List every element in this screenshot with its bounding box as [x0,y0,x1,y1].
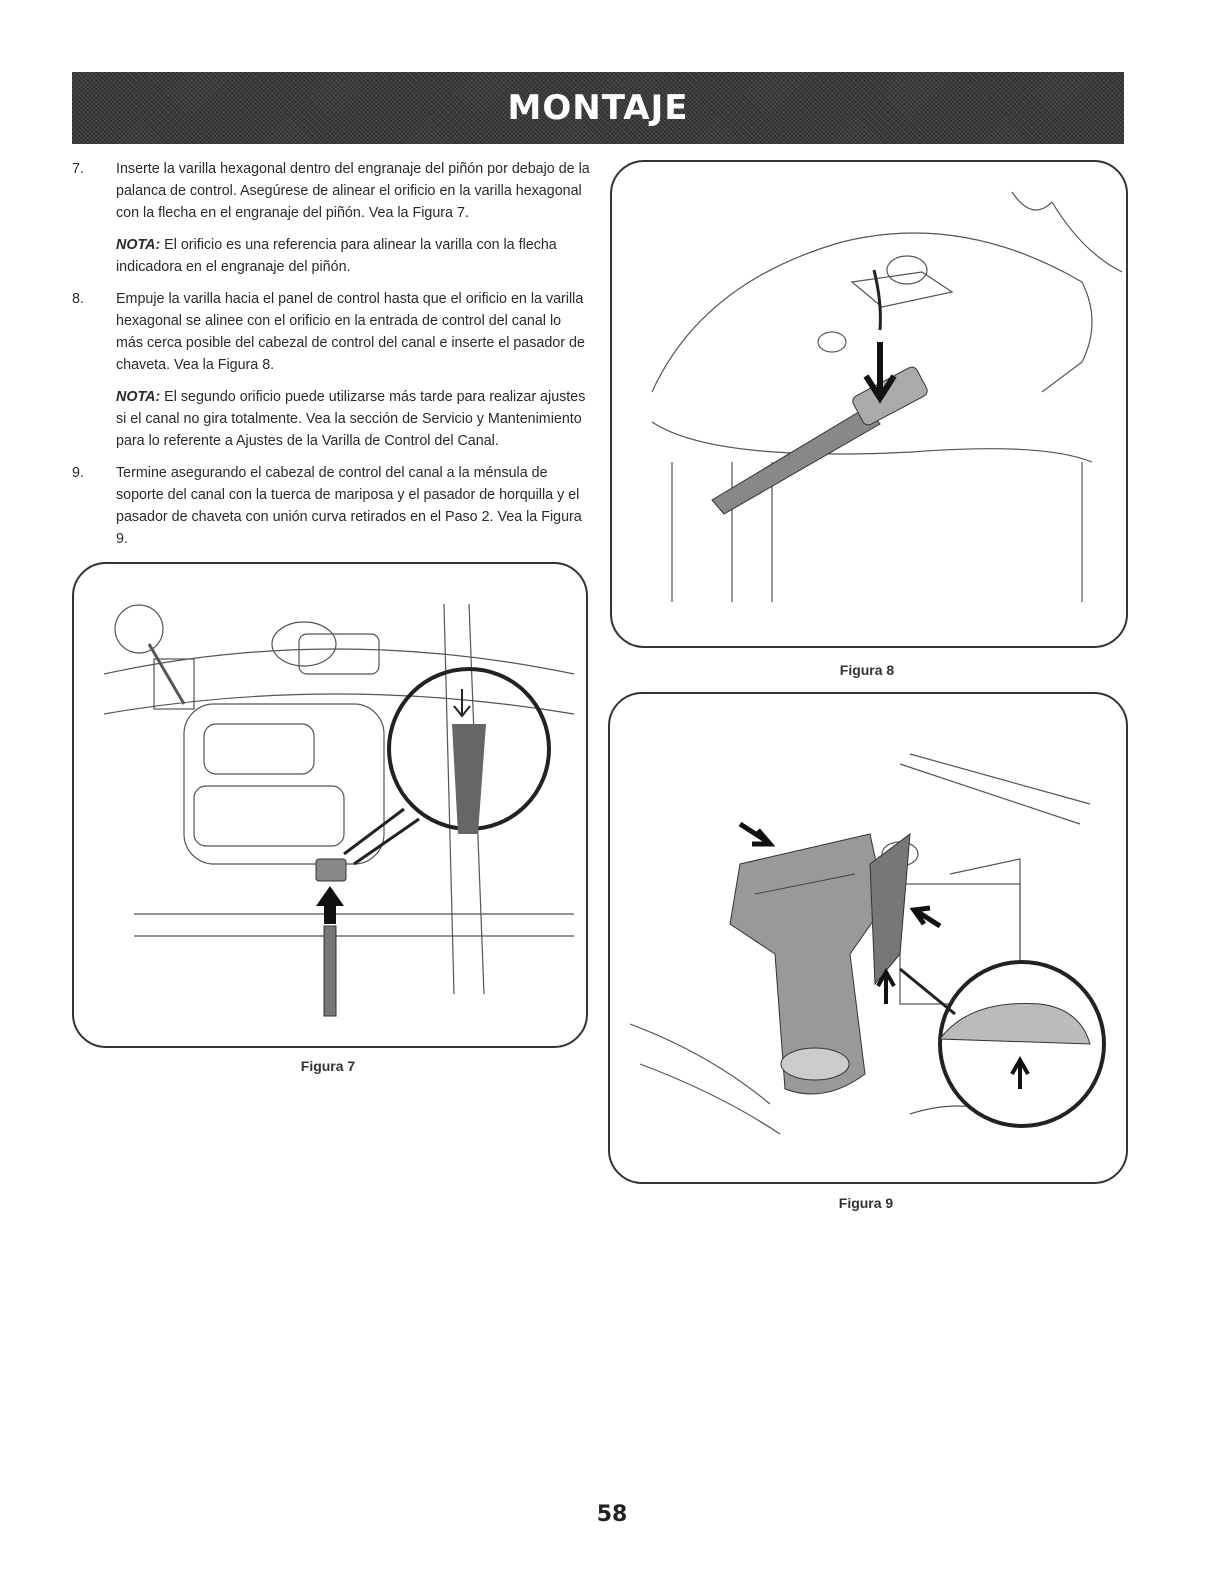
step-number: 7. [72,161,84,177]
figure-9-caption: Figura 9 [838,1195,894,1211]
figure-7-illustration [72,562,588,1048]
step-8 [72,288,590,376]
note-text: El orificio es una referencia para alinear la varilla con la flecha indicadora en el engranaje del piñón. [116,237,557,275]
figure-8-illustration [610,160,1128,648]
note-label: NOTA: [116,237,161,253]
note-7 [116,234,590,278]
step-text: Empuje la varilla hacia el panel de control hasta que el orificio en la varilla hexagonal se alinee con el orificio en la entrada de control del canal lo más cerca posible del cabezal de control del canal e inserte el pasador de chaveta. Vea la Figura 8. [116,291,585,373]
figure-9-drawing [610,694,1126,1182]
step-9 [72,462,590,550]
instruction-steps [72,158,590,560]
note-text: El segundo orificio puede utilizarse más tarde para realizar ajustes si el canal no gira totalmente. Vea la sección de Servicio y Mantenimiento para lo referente a Ajustes de la Varilla de Control del Canal. [116,389,586,449]
note-8 [116,386,590,452]
note-label: NOTA: [116,389,161,405]
step-7 [72,158,590,224]
figure-9-illustration [608,692,1128,1184]
figure-7-caption: Figura 7 [300,1058,356,1074]
figure-7-drawing [74,564,586,1046]
section-banner [72,72,1124,144]
page-title: MONTAJE [507,88,689,128]
page-number: 58 [596,1502,628,1527]
step-number: 9. [72,465,84,481]
step-text: Inserte la varilla hexagonal dentro del engranaje del piñón por debajo de la palanca de control. Asegúrese de alinear el orificio en la varilla hexagonal con la flecha en el engranaje del piñón. Vea la Figura 7. [116,161,590,221]
figure-8-drawing [612,162,1126,646]
figure-8-caption: Figura 8 [839,662,895,678]
step-text: Termine asegurando el cabezal de control del canal a la ménsula de soporte del canal con la tuerca de mariposa y el pasador de horquilla y el pasador de chaveta con unión curva retirados en el Paso 2. Vea la Figura 9. [116,465,582,547]
step-number: 8. [72,291,84,307]
